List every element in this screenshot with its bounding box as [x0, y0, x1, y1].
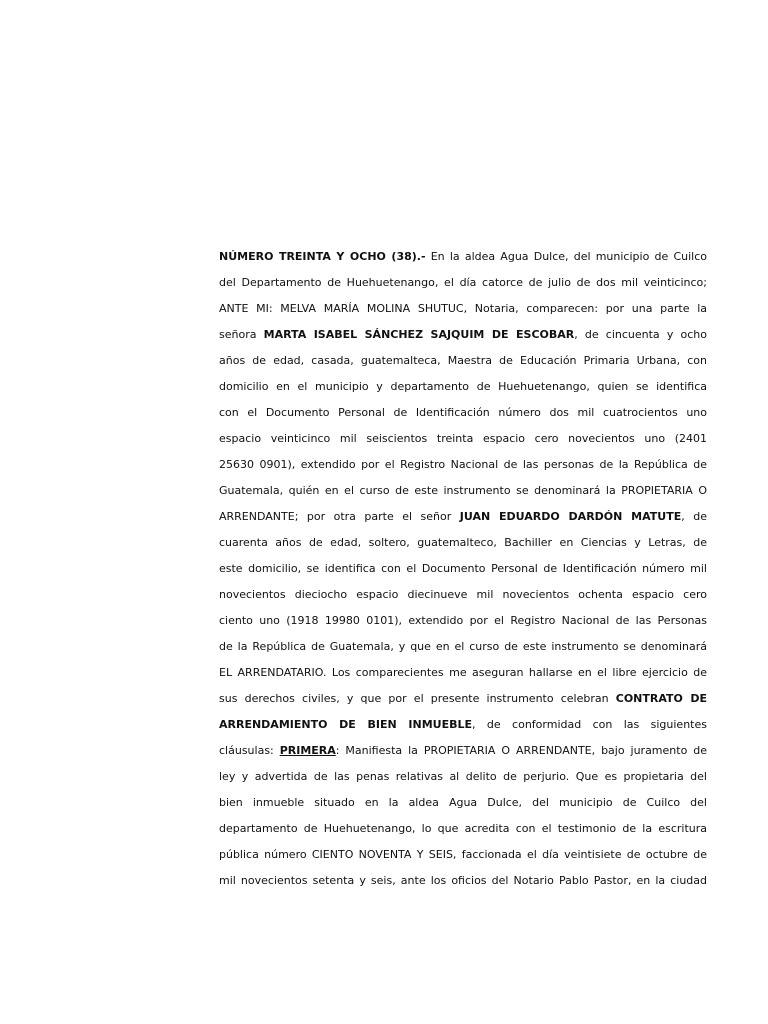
text-run: sus derechos civiles, y que por el presente instrumento celebran	[219, 692, 616, 705]
document-line	[219, 686, 707, 712]
document-line	[219, 530, 707, 556]
document-line	[219, 426, 707, 452]
document-line	[219, 478, 707, 504]
document-line	[219, 348, 707, 374]
clause-heading: PRIMERA	[279, 744, 336, 757]
text-run: años de edad, casada, guatemalteca, Maestra de Educación Primaria Urbana, con	[219, 354, 707, 367]
text-run: ciento uno (1918 19980 0101), extendido por el Registro Nacional de las Personas	[219, 614, 707, 627]
text-run: con el Documento Personal de Identificación número dos mil cuatrocientos uno	[219, 406, 707, 419]
text-run: 25630 0901), extendido por el Registro Nacional de las personas de la República de	[219, 458, 707, 471]
document-line	[219, 842, 707, 868]
text-run: domicilio en el municipio y departamento de Huehuetenango, quien se identifica	[219, 380, 707, 393]
text-run: pública número CIENTO NOVENTA Y SEIS, faccionada el día veintisiete de octubre de	[219, 848, 707, 861]
document-line	[219, 868, 707, 894]
text-run: ANTE MI: MELVA MARÍA MOLINA SHUTUC, Notaria, comparecen: por una parte la	[219, 302, 707, 315]
document-line	[219, 504, 707, 530]
text-run: En la aldea Agua Dulce, del municipio de Cuilco	[425, 250, 707, 263]
text-run: departamento de Huehuetenango, lo que acredita con el testimonio de la escritura	[219, 822, 707, 835]
text-run: ley y advertida de las penas relativas al delito de perjurio. Que es propietaria del	[219, 770, 707, 783]
document-line	[219, 556, 707, 582]
document-line	[219, 322, 707, 348]
text-run: novecientos dieciocho espacio diecinueve mil novecientos ochenta espacio cero	[219, 588, 707, 601]
document-line	[219, 712, 707, 738]
text-run: , de	[681, 510, 707, 523]
document-line	[219, 374, 707, 400]
text-run: : Manifiesta la PROPIETARIA O ARRENDANTE, bajo juramento de	[335, 744, 707, 757]
document-line	[219, 608, 707, 634]
text-run: EL ARRENDATARIO. Los comparecientes me aseguran hallarse en el libre ejercicio de	[219, 666, 707, 679]
text-run: este domicilio, se identifica con el Documento Personal de Identificación número mil	[219, 562, 707, 575]
document-body	[219, 244, 707, 894]
document-line	[219, 816, 707, 842]
text-run: señora	[219, 328, 264, 341]
document-line	[219, 296, 707, 322]
text-run: mil novecientos setenta y seis, ante los oficios del Notario Pablo Pastor, en la ciudad	[219, 874, 707, 887]
document-line	[219, 400, 707, 426]
document-line	[219, 790, 707, 816]
text-run: del Departamento de Huehuetenango, el día catorce de julio de dos mil veinticinco;	[219, 276, 707, 289]
text-run: espacio veinticinco mil seiscientos treinta espacio cero novecientos uno (2401	[219, 432, 707, 445]
text-run: Guatemala, quién en el curso de este instrumento se denominará la PROPIETARIA O	[219, 484, 707, 497]
document-line	[219, 270, 707, 296]
text-run: bien inmueble situado en la aldea Agua Dulce, del municipio de Cuilco del	[219, 796, 707, 809]
bold-text: NÚMERO TREINTA Y OCHO (38).-	[219, 250, 426, 263]
bold-text: CONTRATO DE	[615, 692, 707, 705]
text-run: de la República de Guatemala, y que en el curso de este instrumento se denominará	[219, 640, 707, 653]
document-line	[219, 634, 707, 660]
document-line	[219, 244, 707, 270]
bold-text: JUAN EDUARDO DARDÓN MATUTE	[459, 510, 682, 523]
text-run: , de conformidad con las siguientes	[472, 718, 707, 731]
document-line	[219, 582, 707, 608]
text-run: ARRENDANTE; por otra parte el señor	[219, 510, 460, 523]
bold-text: MARTA ISABEL SÁNCHEZ SAJQUIM DE ESCOBAR	[263, 328, 575, 341]
text-run: , de cincuenta y ocho	[574, 328, 707, 341]
document-line	[219, 660, 707, 686]
document-line	[219, 764, 707, 790]
bold-text: ARRENDAMIENTO DE BIEN INMUEBLE	[219, 718, 473, 731]
text-run: cláusulas:	[219, 744, 280, 757]
document-line	[219, 452, 707, 478]
document-line	[219, 738, 707, 764]
text-run: cuarenta años de edad, soltero, guatemalteco, Bachiller en Ciencias y Letras, de	[219, 536, 707, 549]
